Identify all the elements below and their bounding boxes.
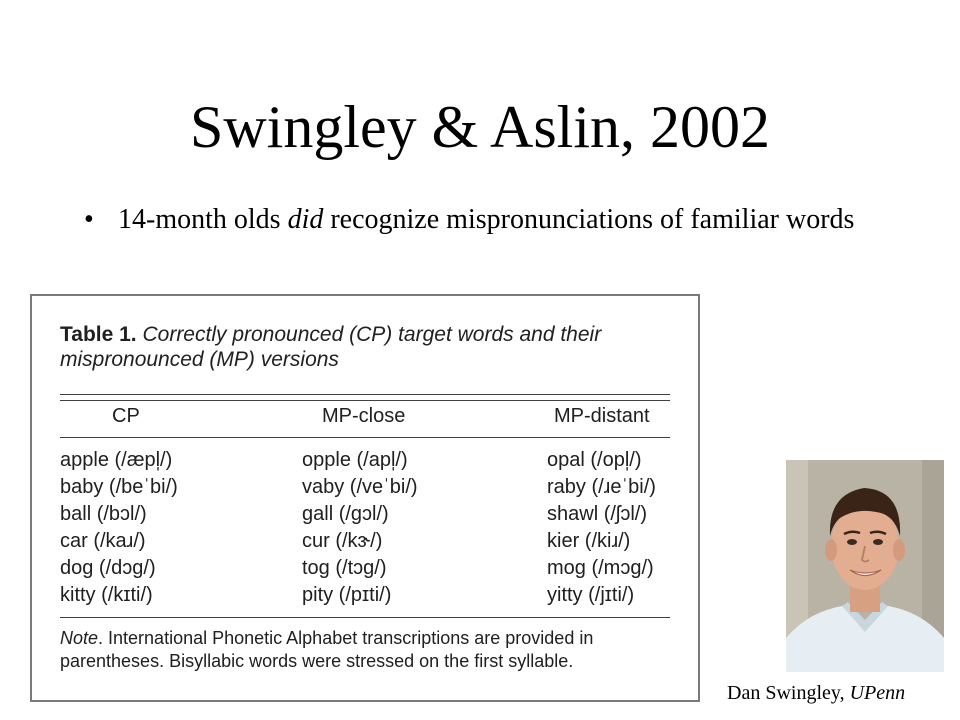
table-note (60, 627, 680, 673)
bullet-item (84, 201, 884, 238)
column-header-cp: CP (112, 405, 140, 427)
table-caption (60, 322, 680, 372)
table-caption-text: Correctly pronounced (CP) target words and their mispronounced (MP) versions (60, 323, 602, 371)
table-cell: gall (/gɔl/) (302, 503, 389, 525)
table-note-text: . International Phonetic Alphabet transcriptions are provided in parentheses. Bisyllabic words were stressed on the first syllable. (60, 628, 594, 671)
table-cell: vaby (/veˈbi/) (302, 476, 418, 498)
table-column-mp-close (302, 447, 418, 609)
table-column-cp (60, 447, 178, 609)
table-cell: raby (/ɹeˈbi/) (547, 476, 656, 498)
portrait-photo (786, 460, 944, 672)
table-cell: yitty (/jɪti/) (547, 584, 635, 606)
bullet-marker: • (84, 204, 94, 235)
table-column-mp-distant (547, 447, 656, 609)
table-cell: pity (/pɪti/) (302, 584, 392, 606)
table-rule-header (60, 437, 670, 438)
table-cell: mog (/mɔg/) (547, 557, 654, 579)
table-cell: ball (/bɔl/) (60, 503, 147, 525)
table-cell: kier (/kiɹ/) (547, 530, 631, 552)
table-cell: car (/kaɹ/) (60, 530, 146, 552)
bullet-text-end: recognize mispronunciations of familiar words (323, 204, 855, 235)
table-figure (30, 294, 700, 702)
table-cell: dog (/dɔg/) (60, 557, 156, 579)
photo-caption-name: Dan Swingley, (727, 682, 850, 704)
table-cell: cur (/kɝ/) (302, 530, 383, 552)
bullet-text-start: 14-month olds (118, 204, 288, 235)
bullet-list (84, 201, 884, 238)
table-cell: tog (/tɔg/) (302, 557, 387, 579)
table-cell: baby (/beˈbi/) (60, 476, 178, 498)
column-header-mp-close: MP-close (322, 405, 406, 427)
table-cell: shawl (/ʃɔl/) (547, 503, 648, 525)
table-cell: apple (/æpl̩/) (60, 449, 173, 471)
table-rule-bottom (60, 617, 670, 618)
column-header-mp-distant: MP-distant (554, 405, 650, 427)
bullet-text-emphasis: did (287, 204, 324, 235)
table-caption-label: Table 1. (60, 323, 137, 346)
table-rule-top-second (60, 400, 670, 401)
photo-caption-affiliation: UPenn (849, 682, 906, 704)
table-cell: kitty (/kɪti/) (60, 584, 153, 606)
slide-title: Swingley & Aslin, 2002 (189, 94, 771, 160)
portrait-illustration (786, 460, 944, 672)
table-rule-top (60, 394, 670, 395)
table-cell: opal (/opl̩/) (547, 449, 642, 471)
table-cell: opple (/apl̩/) (302, 449, 408, 471)
photo-caption (727, 680, 905, 706)
table-note-label: Note (60, 628, 99, 648)
